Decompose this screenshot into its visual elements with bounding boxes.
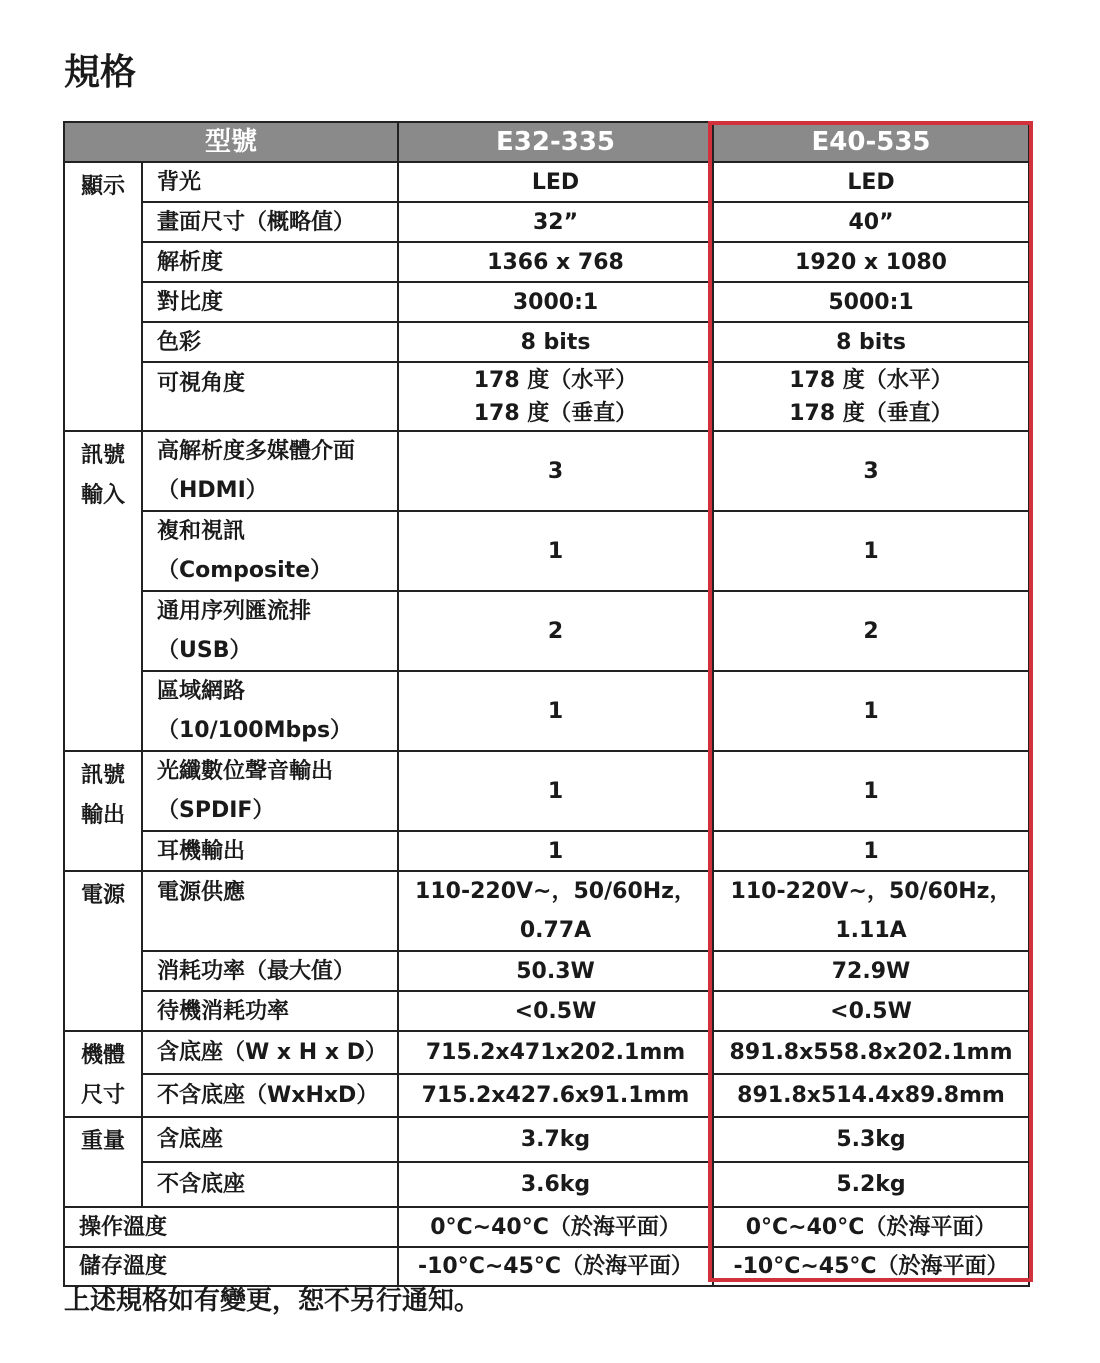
category-input	[64, 431, 142, 751]
label-line: （SPDIF）	[157, 798, 275, 823]
header-model: 型號	[64, 122, 398, 162]
row-label: 色彩	[142, 322, 398, 362]
cell-value: 3	[713, 431, 1029, 511]
page-title: 規格	[64, 52, 137, 93]
cell-value: 5000:1	[713, 282, 1029, 322]
row-label: 待機消耗功率	[142, 991, 398, 1031]
table-row	[64, 951, 1029, 991]
row-label: 可視角度	[142, 362, 398, 431]
cell-value: LED	[713, 162, 1029, 202]
label-line: 複和視訊	[157, 519, 246, 544]
row-label: 耳機輸出	[142, 831, 398, 871]
table-row	[64, 511, 1029, 591]
table-row	[64, 282, 1029, 322]
table-row	[64, 991, 1029, 1031]
label-line: （USB）	[157, 638, 252, 663]
row-label	[142, 751, 398, 831]
table-row	[64, 431, 1029, 511]
table-row	[64, 871, 1029, 951]
header-row	[64, 122, 1029, 162]
table-row	[64, 322, 1029, 362]
value-line: 1.11A	[835, 918, 907, 943]
cell-value: <0.5W	[398, 991, 713, 1031]
footer-note: 上述規格如有變更，恕不另行通知。	[64, 1286, 481, 1316]
cell-value: 5.2kg	[713, 1162, 1029, 1207]
cell-value: 1	[713, 671, 1029, 751]
cell-value: 1	[713, 511, 1029, 591]
cell-value: 8 bits	[713, 322, 1029, 362]
row-label: 儲存溫度	[64, 1247, 398, 1286]
category-power: 電源	[64, 871, 142, 1031]
cell-value: 0°C~40°C（於海平面）	[713, 1207, 1029, 1247]
value-line: 110-220V~，50/60Hz，	[415, 879, 696, 904]
table-row	[64, 591, 1029, 671]
row-label	[142, 511, 398, 591]
value-line: 178 度（垂直）	[789, 400, 953, 426]
cell-value: 1366 x 768	[398, 242, 713, 282]
value-line: 178 度（垂直）	[473, 400, 638, 426]
row-label: 背光	[142, 162, 398, 202]
cell-value: 50.3W	[398, 951, 713, 991]
row-label	[142, 591, 398, 671]
cell-value: LED	[398, 162, 713, 202]
cell-value: -10°C~45°C（於海平面）	[398, 1247, 713, 1286]
table-row	[64, 1031, 1029, 1074]
table-row	[64, 242, 1029, 282]
row-label: 不含底座（WxHxD）	[142, 1074, 398, 1117]
cell-value: 1	[398, 831, 713, 871]
cell-value: 891.8x514.4x89.8mm	[713, 1074, 1029, 1117]
cell-value: 891.8x558.8x202.1mm	[713, 1031, 1029, 1074]
cell-value: <0.5W	[713, 991, 1029, 1031]
category-line: 訊號	[80, 443, 125, 468]
header-model-2: E40-535	[713, 122, 1029, 162]
label-line: （10/100Mbps）	[157, 718, 353, 743]
category-line: 輸出	[80, 803, 125, 828]
value-line: 178 度（水平）	[473, 367, 638, 393]
category-line: 輸入	[80, 483, 125, 508]
table-row	[64, 202, 1029, 242]
category-size	[64, 1031, 142, 1117]
cell-value: 40”	[713, 202, 1029, 242]
cell-value: 72.9W	[713, 951, 1029, 991]
row-label	[142, 671, 398, 751]
cell-value	[713, 362, 1029, 431]
cell-value	[713, 871, 1029, 951]
label-line: 區域網路	[157, 679, 246, 704]
cell-value	[398, 871, 713, 951]
label-line: 光纖數位聲音輸出	[157, 759, 334, 784]
category-line: 尺寸	[80, 1083, 125, 1108]
cell-value: 1	[713, 751, 1029, 831]
table-row	[64, 671, 1029, 751]
row-label: 畫面尺寸（概略值）	[142, 202, 398, 242]
cell-value: 3.7kg	[398, 1117, 713, 1162]
cell-value: 1	[398, 511, 713, 591]
row-label: 含底座（W x H x D）	[142, 1031, 398, 1074]
cell-value: -10°C~45°C（於海平面）	[713, 1247, 1029, 1286]
cell-value: 715.2x427.6x91.1mm	[398, 1074, 713, 1117]
cell-value: 1920 x 1080	[713, 242, 1029, 282]
table-row	[64, 1207, 1029, 1247]
category-weight: 重量	[64, 1117, 142, 1207]
table-row	[64, 162, 1029, 202]
table-row	[64, 831, 1029, 871]
value-line: 110-220V~，50/60Hz，	[730, 879, 1012, 904]
value-line: 178 度（水平）	[789, 367, 953, 393]
cell-value: 2	[398, 591, 713, 671]
row-label	[142, 431, 398, 511]
cell-value: 3.6kg	[398, 1162, 713, 1207]
header-model-1: E32-335	[398, 122, 713, 162]
cell-value: 0°C~40°C（於海平面）	[398, 1207, 713, 1247]
category-display: 顯示	[64, 162, 142, 431]
label-line: 通用序列匯流排	[157, 599, 312, 624]
row-label: 操作溫度	[64, 1207, 398, 1247]
cell-value: 715.2x471x202.1mm	[398, 1031, 713, 1074]
spec-table	[63, 121, 1030, 1287]
row-label: 含底座	[142, 1117, 398, 1162]
cell-value: 3	[398, 431, 713, 511]
cell-value: 1	[713, 831, 1029, 871]
label-line: 高解析度多媒體介面	[157, 439, 356, 464]
category-output	[64, 751, 142, 871]
row-label: 不含底座	[142, 1162, 398, 1207]
table-row	[64, 1074, 1029, 1117]
category-line: 訊號	[80, 763, 125, 788]
category-line: 機體	[80, 1043, 125, 1068]
row-label: 對比度	[142, 282, 398, 322]
cell-value: 1	[398, 671, 713, 751]
row-label: 消耗功率（最大值）	[142, 951, 398, 991]
value-line: 0.77A	[519, 918, 592, 943]
cell-value: 1	[398, 751, 713, 831]
label-line: （HDMI）	[157, 478, 268, 503]
table-row	[64, 751, 1029, 831]
table-row	[64, 1162, 1029, 1207]
cell-value	[398, 362, 713, 431]
row-label: 電源供應	[142, 871, 398, 951]
label-line: （Composite）	[157, 558, 333, 583]
row-label: 解析度	[142, 242, 398, 282]
cell-value: 32”	[398, 202, 713, 242]
cell-value: 3000:1	[398, 282, 713, 322]
table-row	[64, 1117, 1029, 1162]
cell-value: 5.3kg	[713, 1117, 1029, 1162]
table-row	[64, 362, 1029, 431]
cell-value: 8 bits	[398, 322, 713, 362]
cell-value: 2	[713, 591, 1029, 671]
